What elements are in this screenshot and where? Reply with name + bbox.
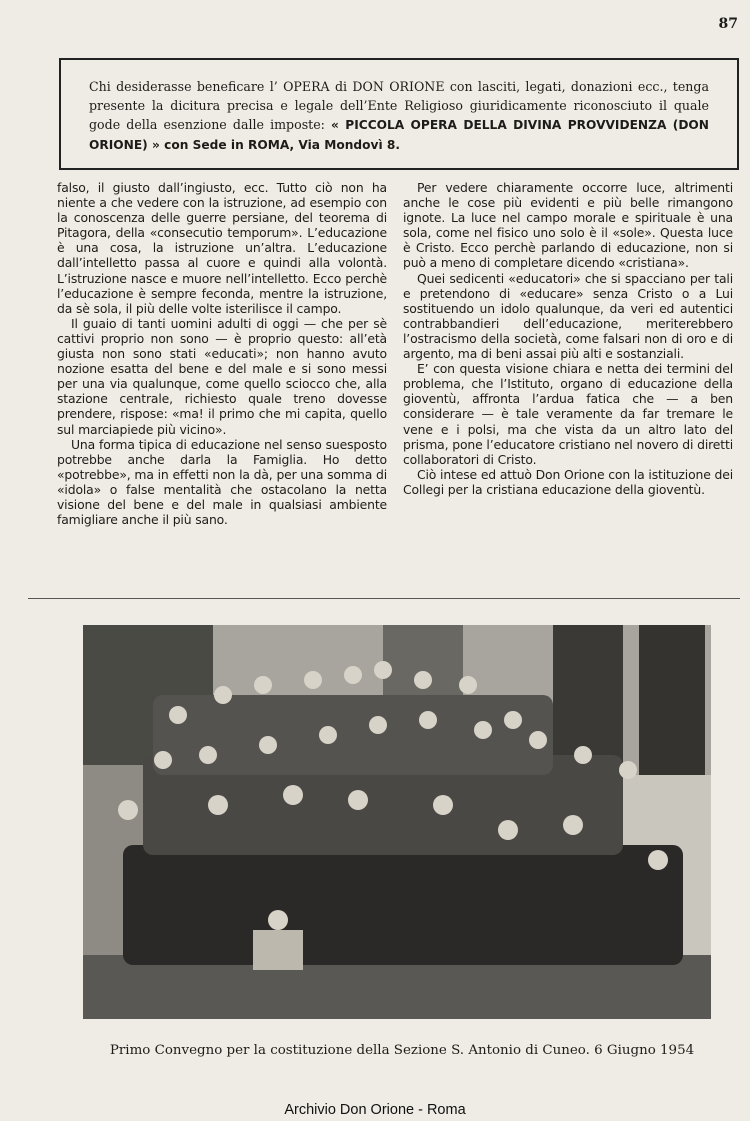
photo-caption: Primo Convegno per la costituzione della Sezione S. Antonio di Cuneo. 6 Giugno 1954 <box>109 1043 695 1058</box>
left-column <box>57 180 387 527</box>
page-number: 87 <box>718 16 738 32</box>
notice-entity-name: « PICCOLA OPERA DELLA DIVINA PROVVIDENZA (DON ORIONE) » con Sede in ROMA, Via Mondovì 8. <box>89 118 709 152</box>
paragraph: E’ con questa visione chiara e netta dei termini del problema, che l’Istituto, organo di educazione della gioventù, affronta l’ardua fatica che — a ben considerare — è tale veramente da far tremare le vene e i polsi, ma che vista da un altro lato del prisma, pone l’educatore cristiano nel novero di diretti collaboratori di Cristo. <box>403 361 733 467</box>
section-divider <box>28 598 740 599</box>
archive-label: Archivio Don Orione - Roma <box>284 1102 466 1118</box>
paragraph: Per vedere chiaramente occorre luce, altrimenti anche le cose più evidenti e più belle rimangono ignote. La luce nel campo morale e spirituale è una sola, come nel fisico uno solo è il «sole». Questa luce è Cristo. Ecco perchè parlando di educazione, non si può a meno di completare dicendo «cristiana». <box>403 180 733 271</box>
notice-text: Chi desiderasse beneficare l’ OPERA di DON ORIONE con lasciti, legati, donazioni ecc., tenga presente la dicitura precisa e legale dell’Ente Religioso giuridicamente riconosciuto il quale gode della esenzione dalle imposte: <box>89 79 709 132</box>
paragraph: Quei sedicenti «educatori» che si spacciano per tali e pretendono di «educare» senza Cristo o a Lui sostituendo un idolo qualunque, da veri ed autentici contrabbandieri dell’educazione, meriterebbero l’ostracismo della società, come falsari non di oro e di argento, ma di beni assai più alti e sostanziali. <box>403 270 733 362</box>
paragraph: Il guaio di tanti uomini adulti di oggi — che per sè cattivi proprio non sono — è proprio questo: all’età giusta non sono stati «educati»; non hanno avuto nozione esatta del bene e del male e si sono messi per una via qualunque, come quello sciocco che, alla stazione centrale, richiesto quale treno dovesse prendere, rispose: «ma! il primo che mi capita, quello sul marciapiede più vicino». <box>57 315 387 437</box>
right-column <box>403 180 733 497</box>
article-columns <box>57 180 743 592</box>
paragraph: Ciò intese ed attuò Don Orione con la istituzione dei Collegi per la cristiana educazione della gioventù. <box>403 466 733 497</box>
group-photo <box>83 625 711 1019</box>
donation-notice-box <box>59 58 739 170</box>
paragraph: Una forma tipica di educazione nel senso suesposto potrebbe anche darla la Famiglia. Ho detto «potrebbe», ma in effetti non la dà, per una somma di «idola» o false mentalità che ostacolano la netta visione del bene e del male in qualsiasi ambiente famigliare anche il più sano. <box>57 436 387 528</box>
group-photo-illustration <box>83 625 711 1019</box>
paragraph: falso, il giusto dall’ingiusto, ecc. Tutto ciò non ha niente a che vedere con la istruzione, ad esempio con la conoscenza delle guerre persiane, del teorema di Pitagora, della «consecutio temporum». L’educazione è una cosa, la istruzione un’altra. L’educazione dall’intelletto passa al cuore e quindi alla volontà. L’istruzione nasce e muore nell’intelletto. Ecco perchè l’educazione è sempre feconda, mentre la istruzione, da sè sola, il più delle volte isterilisce il campo. <box>57 180 387 316</box>
